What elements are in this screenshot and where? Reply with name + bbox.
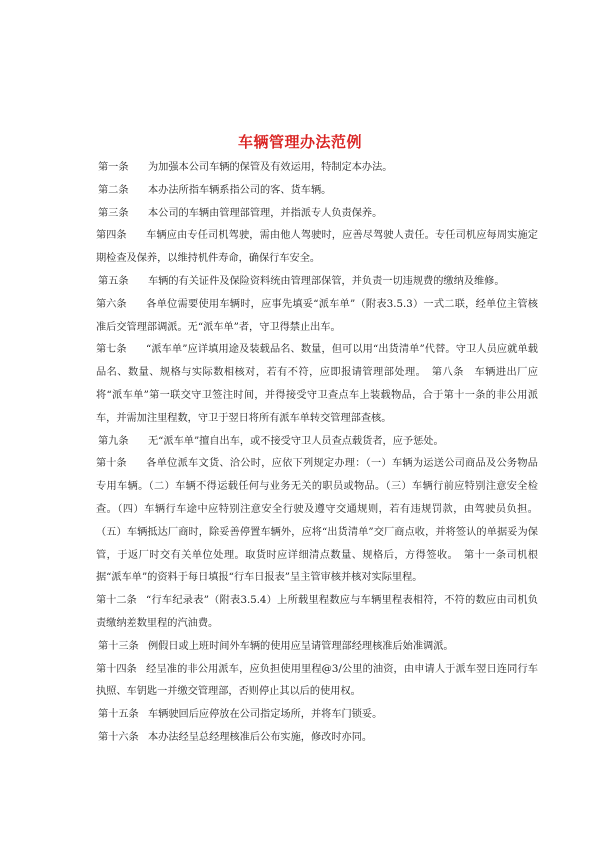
- article-15: [98, 704, 538, 727]
- article-text: 各单位需要使用车辆时，应事先填妥“派车单”（附表3.5.3）一式二联，经单位主管核准后交管理部调派。无“派车单”者，守卫得禁止出车。: [96, 298, 538, 333]
- article-3: [98, 203, 538, 226]
- article-14: [96, 659, 538, 705]
- article-label: 第二条: [98, 184, 129, 196]
- document-title: 车辆管理办法范例: [237, 133, 362, 151]
- article-text: 本办法经呈总经理核准后公布实施，修改时亦同。: [148, 731, 373, 743]
- article-label: 第十三条: [98, 640, 139, 652]
- article-label: 第十六条: [98, 731, 139, 743]
- article-10: [96, 453, 538, 590]
- article-text: 经呈准的非公用派车，应负担使用里程@3/公里的油资，由申请人于派车翌日连同行车执照、车钥匙一并缴交管理部，否则停止其以后的使用权。: [96, 663, 538, 698]
- article-text: 本公司的车辆由管理部管理，并指派专人负责保养。: [148, 207, 383, 219]
- article-text: 无“派车单”擅自出车，或不接受守卫人员查点载货者，应予惩处。: [148, 435, 444, 447]
- article-13: [98, 636, 538, 659]
- article-9: [98, 431, 538, 454]
- article-text: 车辆驶回后应停放在公司指定场所，并将车门锁妥。: [148, 709, 383, 721]
- article-12: [96, 590, 538, 636]
- article-text: “派车单”应详填用途及装载品名、数量，但可以用“出货清单”代替。守卫人员应就单载品名、数量、规格与实际数相核对，若有不符，应即报请管理部处理。 第八条 车辆进出厂应将“派车单”第一联交守卫签注时间，并得接受守卫查点车上装载物品，合于第十一条的非公用派车，并需加注里程数，守卫于翌日将所有派车单转交管理部查核。: [96, 344, 538, 424]
- article-label: 第七条: [96, 344, 127, 356]
- article-label: 第十条: [96, 458, 127, 470]
- article-text: “行车纪录表”（附表3.5.4）上所载里程数应与车辆里程表相符，不符的数应由司机负责缴纳差数里程的汽油费。: [96, 595, 538, 629]
- article-label: 第一条: [98, 162, 129, 173]
- article-label: 第六条: [96, 298, 127, 310]
- article-2: [98, 180, 538, 203]
- article-text: 为加强本公司车辆的保管及有效运用，特制定本办法。: [148, 162, 393, 173]
- article-label: 第四条: [96, 230, 127, 242]
- article-text: 例假日或上班时间外车辆的使用应呈请管理部经理核准后始准调派。: [148, 640, 454, 652]
- article-4: [96, 225, 538, 271]
- article-7: [96, 339, 538, 430]
- article-text: 本办法所指车辆系指公司的客、货车辆。: [148, 184, 332, 196]
- article-text: 车辆应由专任司机驾驶，需由他人驾驶时，应善尽驾驶人责任。专任司机应每周实施定期检查及保养，以维持机件寿命，确保行车安全。: [96, 230, 538, 265]
- document-body: [98, 157, 538, 750]
- article-5: [98, 271, 538, 294]
- article-16: [98, 727, 538, 750]
- article-label: 第九条: [98, 435, 129, 447]
- article-label: 第五条: [98, 275, 129, 287]
- article-label: 第十四条: [96, 663, 137, 675]
- article-label: 第十五条: [98, 709, 139, 721]
- article-label: 第十二条: [96, 595, 137, 607]
- article-label: 第三条: [98, 207, 129, 219]
- article-text: 车辆的有关证件及保险资料统由管理部保管，并负责一切违规费的缴纳及维修。: [148, 275, 505, 287]
- article-1: [98, 157, 538, 180]
- article-6: [96, 294, 538, 340]
- article-text: 各单位派车文货、洽公时，应依下列规定办理：（一）车辆为运送公司商品及公务物品专用车辆。（二）车辆不得运载任何与业务无关的职员或物品。（三）车辆行前应特别注意安全检查。（四）车辆行车途中应特别注意安全行驶及遵守交通规则，若有违规罚款，由驾驶员负担。（五）车辆抵达厂商时，除妥善停置车辆外，应将“出货清单”交厂商点收，并将签认的单据妥为保管，于返厂时交有关单位处理。取货时应详细清点数量、规格后，方得签收。 第十一条司机根据“派车单”的资料于每日填报“行车日报表”呈主管审核并核对实际里程。: [96, 458, 538, 584]
